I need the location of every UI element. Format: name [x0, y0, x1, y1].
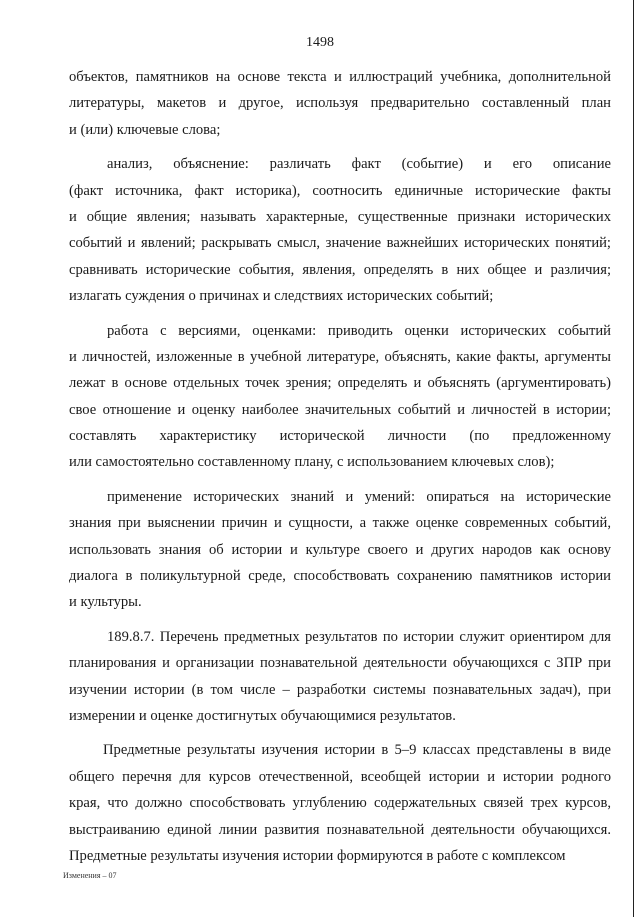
text-line: использовать знания об истории и культуре своего и других народов как основу — [69, 541, 611, 558]
page-number: 1498 — [306, 35, 334, 50]
text-line: или самостоятельно составленному плану, с использованием ключевых слов); — [69, 454, 555, 471]
text-line: и общие явления; называть характерные, существенные признаки исторических — [69, 208, 611, 225]
text-line: диалога в поликультурной среде, способствовать сохранению памятников истории — [69, 568, 611, 585]
footer-note: Изменения – 07 — [63, 871, 117, 880]
text-line: изучении истории (в том числе – разработки системы познавательных задач), при — [69, 681, 611, 698]
text-line: литературы, макетов и другое, используя предварительно составленный план — [69, 95, 611, 112]
paragraph-p4 — [69, 484, 611, 616]
text-line: анализ, объяснение: различать факт (событие) и его описание — [107, 156, 611, 173]
text-line: 189.8.7. Перечень предметных результатов по истории служит ориентиром для — [107, 628, 611, 645]
text-line: событий и явлений; раскрывать смысл, значение важнейших исторических понятий; — [69, 235, 611, 252]
scan-edge-line — [633, 0, 634, 917]
text-line: применение исторических знаний и умений: опираться на исторические — [107, 488, 611, 505]
paragraph-p6 — [69, 737, 611, 869]
paragraph-gap — [69, 476, 611, 484]
text-line: сравнивать исторические события, явления, определять в них общее и различия; — [69, 261, 611, 278]
text-line: и культуры. — [69, 594, 142, 611]
text-line: (факт источника, факт историка), соотносить единичные исторические факты — [69, 182, 611, 199]
text-line: измерении и оценке достигнутых обучающимися результатов. — [69, 707, 456, 724]
text-line: края, что должно способствовать углублению содержательных связей трех курсов, — [69, 795, 611, 812]
text-line: объектов, памятников на основе текста и иллюстраций учебника, дополнительной — [69, 69, 611, 85]
text-line: знания при выяснении причин и сущности, а также оценке современных событий, — [69, 515, 611, 532]
text-line: составлять характеристику исторической личности (по предложенному — [69, 428, 611, 445]
text-line: планирования и организации познавательной деятельности обучающихся с ЗПР при — [69, 655, 611, 672]
paragraph-p3 — [69, 318, 611, 476]
paragraph-gap — [69, 616, 611, 624]
text-line: и личностей, изложенные в учебной литературе, объяснять, какие факты, аргументы — [69, 348, 611, 365]
text-line: излагать суждения о причинах и следствиях исторических событий; — [69, 288, 494, 305]
body-text — [69, 64, 611, 869]
text-line: общего перечня для курсов отечественной, всеобщей истории и истории родного — [69, 768, 611, 785]
paragraph-p1 — [69, 64, 611, 143]
paragraph-p5 — [69, 624, 611, 730]
text-line: выстраиванию единой линии развития познавательной деятельности обучающихся. — [69, 821, 611, 838]
paragraph-p2 — [69, 151, 611, 309]
text-line: лежат в основе отдельных точек зрения; определять и объяснять (аргументировать) — [69, 375, 611, 392]
text-line: свое отношение и оценку наиболее значительных событий и личностей в истории; — [69, 401, 611, 418]
text-line: и (или) ключевые слова; — [69, 121, 221, 138]
paragraph-gap — [69, 310, 611, 318]
text-line: Предметные результаты изучения истории формируются в работе с комплексом — [69, 847, 566, 864]
text-line: работа с версиями, оценками: приводить оценки исторических событий — [107, 322, 611, 339]
paragraph-gap — [69, 143, 611, 151]
text-line: Предметные результаты изучения истории в 5–9 классах представлены в виде — [103, 742, 611, 759]
paragraph-gap — [69, 729, 611, 737]
